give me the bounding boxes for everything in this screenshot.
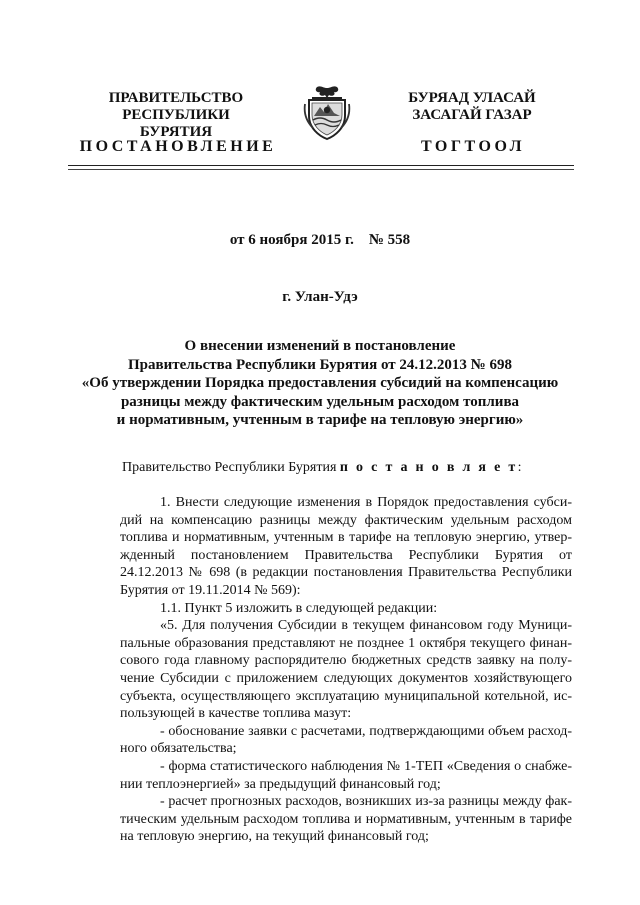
body-text	[120, 494, 572, 846]
intro-text: Правительство Республики Бурятия	[122, 460, 340, 475]
body-line: - обоснование заявки с расчетами, подтверждающими объем расход-	[160, 723, 572, 739]
intro-line	[120, 460, 572, 476]
body-line: пользующей в качестве топлива мазут:	[120, 706, 352, 722]
body-line: пальные образования представляют не позднее 1 октября текущего финан-	[120, 635, 572, 651]
body-line: тическим удельным расходом топлива и нормативным, учтенным в тарифе	[120, 811, 572, 827]
intro-colon: :	[517, 460, 522, 475]
coat-of-arms-icon	[301, 82, 353, 142]
issuer-russian-line2: РЕСПУБЛИКИ БУРЯТИЯ	[122, 107, 230, 140]
header-divider-thin	[68, 169, 574, 170]
body-line: 24.12.2013 № 698 (в редакции постановления Правительства Республики	[120, 565, 572, 581]
issuer-buryat-line2: ЗАСАГАЙ ГАЗАР	[412, 107, 532, 123]
header-divider	[68, 165, 574, 166]
body-line: жденный постановлением Правительства Республики Бурятия от	[120, 547, 572, 563]
city-line: г. Улан-Удэ	[282, 289, 358, 305]
body-line: на тепловую энергию, на текущий финансовый год;	[120, 829, 429, 845]
issuer-buryat	[388, 90, 556, 124]
body-line: - форма статистического наблюдения № 1-ТЕП «Сведения о снабже-	[160, 758, 572, 774]
body-line: Бурятия от 19.11.2014 № 569):	[120, 582, 301, 598]
doc-type-buryat: ТОГТООЛ	[420, 138, 526, 155]
body-line: чение Субсидии с приложением следующих документов хозяйствующего	[120, 670, 572, 686]
intro-resolves: п о с т а н о в л я е т	[339, 460, 518, 475]
body-line: субъекта, осуществляющего эксплуатацию муниципальной котельной, ис-	[120, 688, 572, 704]
body-line: топлива и нормативным, учтенным в тарифе на тепловую энергию, утвер-	[120, 530, 572, 546]
title-line: Правительства Республики Бурятия от 24.12.2013 № 698	[127, 356, 512, 373]
body-line: 1. Внести следующие изменения в Порядок предоставления субси-	[160, 495, 572, 510]
body-line: сового года главному распорядителю бюджетных средств заявку на полу-	[120, 653, 572, 669]
issuer-buryat-line1: БУРЯАД УЛАСАЙ	[408, 90, 536, 106]
document-title	[70, 337, 570, 430]
doc-type-russian: ПОСТАНОВЛЕНИЕ	[79, 138, 277, 155]
title-line: «Об утверждении Порядка предоставления субсидий на компенсацию	[81, 375, 559, 391]
body-line: 1.1. Пункт 5 изложить в следующей редакции:	[160, 600, 438, 616]
body-line: нии теплоэнергией» за предыдущий финансовый год;	[120, 776, 441, 792]
body-line: дий на компенсацию разницы между фактическим удельным расходом	[120, 512, 572, 528]
title-line: разницы между фактическим удельным расходом топлива	[120, 393, 520, 410]
issuer-russian	[85, 90, 267, 141]
date-number-line: от 6 ноября 2015 г. № 558	[229, 232, 411, 248]
title-line: О внесении изменений в постановление	[184, 338, 456, 354]
body-line: - расчет прогнозных расходов, возникших из-за разницы между фак-	[160, 794, 572, 810]
issuer-russian-line1: ПРАВИТЕЛЬСТВО	[108, 90, 244, 106]
body-line: ного обязательства;	[120, 741, 237, 757]
body-line: «5. Для получения Субсидии в текущем финансовом году Муници-	[160, 618, 572, 634]
title-line: и нормативным, учтенным в тарифе на тепловую энергию»	[116, 412, 524, 428]
